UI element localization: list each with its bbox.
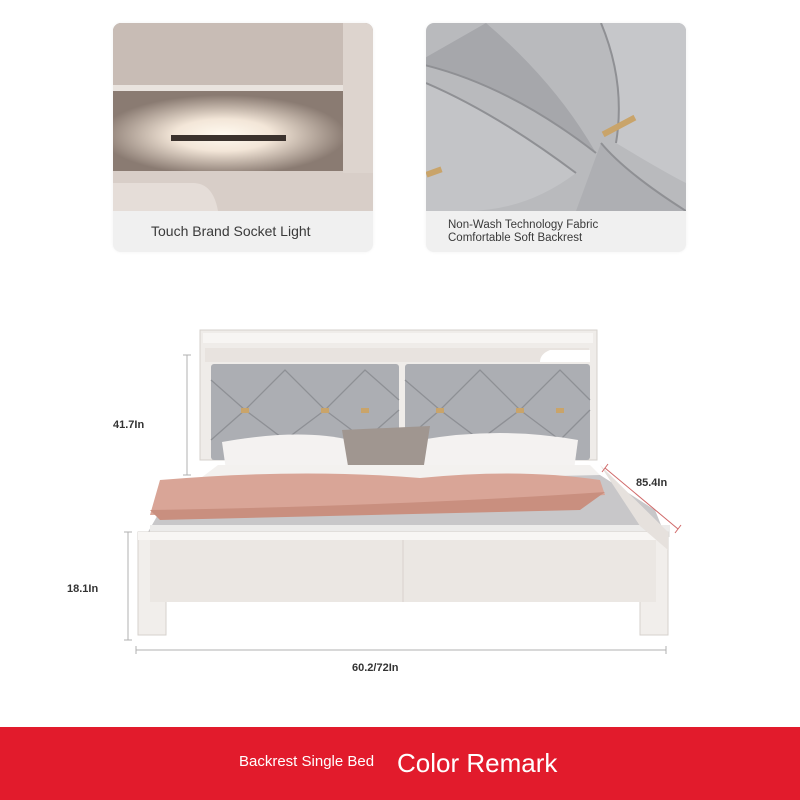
banner-label: Backrest Single Bed xyxy=(239,753,375,770)
socket-light-photo xyxy=(113,23,373,211)
feature-card-socket-light xyxy=(113,23,373,252)
caption-box xyxy=(113,211,373,252)
banner-title: Color Remark xyxy=(397,748,558,778)
feature-card-fabric xyxy=(426,23,686,252)
fabric-photo xyxy=(426,23,686,211)
bed-illustration xyxy=(0,300,800,690)
caption-box xyxy=(426,211,686,252)
fabric-caption xyxy=(448,219,598,245)
length-label: 85.4In xyxy=(636,477,668,489)
headboard-height-label: 41.7In xyxy=(113,419,145,431)
color-remark-banner xyxy=(0,727,800,800)
width-label: 60.2/72In xyxy=(352,662,399,674)
socket-light-caption: Touch Brand Socket Light xyxy=(151,223,311,239)
footboard-height-label: 18.1In xyxy=(67,583,99,595)
fabric-caption-line-2: Comfortable Soft Backrest xyxy=(448,232,583,244)
fabric-caption-line-1: Non-Wash Technology Fabric xyxy=(448,219,599,231)
